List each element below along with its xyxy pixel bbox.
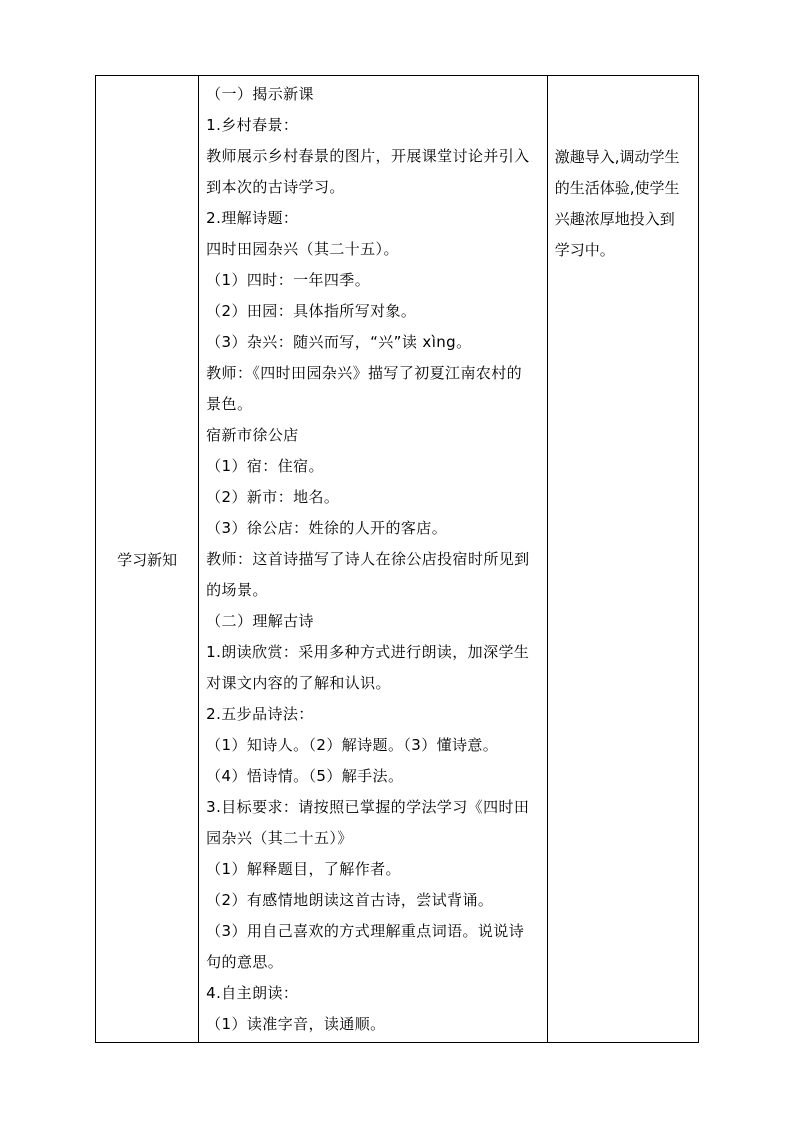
notes-line: 兴趣浓厚地投入到 — [554, 210, 675, 228]
content-line: （1）读准字音，读通顺。 — [206, 1015, 386, 1033]
design-intent-cell — [547, 76, 698, 1043]
notes-line: 激趣导入,调动学生 — [554, 148, 680, 166]
section-label: 学习新知 — [117, 550, 178, 569]
content-line: （1）知诗人。（2）解诗题。（3）懂诗意。 — [206, 736, 499, 754]
content-line: 2.五步品诗法： — [206, 705, 314, 723]
content-line: （2）有感情地朗读这首古诗，尝试背诵。 — [206, 891, 494, 909]
content-line: 2.理解诗题： — [206, 209, 299, 227]
content-line: （一）揭示新课 — [206, 85, 314, 103]
content-line: 1.朗读欣赏：采用多种方式进行朗读，加深学生 — [206, 643, 530, 661]
content-line: 句的意思。 — [206, 953, 284, 971]
content-line: 教师：这首诗描写了诗人在徐公店投宿时所见到 — [206, 550, 530, 568]
content-line: 到本次的古诗学习。 — [206, 178, 345, 196]
content-line: 3.目标要求：请按照已掌握的学法学习《四时田 — [206, 798, 530, 816]
content-line: （3）杂兴：随兴而写，“兴”读 xìng。 — [206, 333, 472, 351]
content-line: 教师展示乡村春景的图片，开展课堂讨论并引入 — [206, 147, 530, 165]
lesson-plan-table — [95, 75, 699, 1043]
content-line: 1.乡村春景： — [206, 116, 299, 134]
content-line: 四时田园杂兴（其二十五）。 — [206, 240, 399, 258]
section-label-cell — [96, 76, 199, 1043]
content-line: （3）用自己喜欢的方式理解重点词语。说说诗 — [206, 922, 525, 940]
content-line: 宿新市徐公店 — [206, 426, 299, 444]
content-line: 园杂兴（其二十五）》 — [206, 829, 353, 847]
content-line: 的场景。 — [206, 581, 268, 599]
content-line: 景色。 — [206, 395, 253, 413]
table-row — [96, 76, 699, 1043]
content-line: （4）悟诗情。（5）解手法。 — [206, 767, 404, 785]
teaching-content-cell — [199, 76, 548, 1043]
content-line: （2）田园：具体指所写对象。 — [206, 302, 417, 320]
content-line: （3）徐公店：姓徐的人开的客店。 — [206, 519, 448, 537]
content-line: 教师：《四时田园杂兴》描写了初夏江南农村的 — [206, 364, 523, 382]
notes-line: 的生活体验,使学生 — [554, 179, 680, 197]
content-line: 对课文内容的了解和认识。 — [206, 674, 391, 692]
content-line: （1）宿：住宿。 — [206, 457, 324, 475]
content-line: （1）解释题目，了解作者。 — [206, 860, 401, 878]
content-line: （1）四时：一年四季。 — [206, 271, 371, 289]
notes-line: 学习中。 — [554, 241, 615, 259]
content-line: 4.自主朗读： — [206, 984, 299, 1002]
content-line: （二）理解古诗 — [206, 612, 314, 630]
content-line: （2）新市：地名。 — [206, 488, 340, 506]
